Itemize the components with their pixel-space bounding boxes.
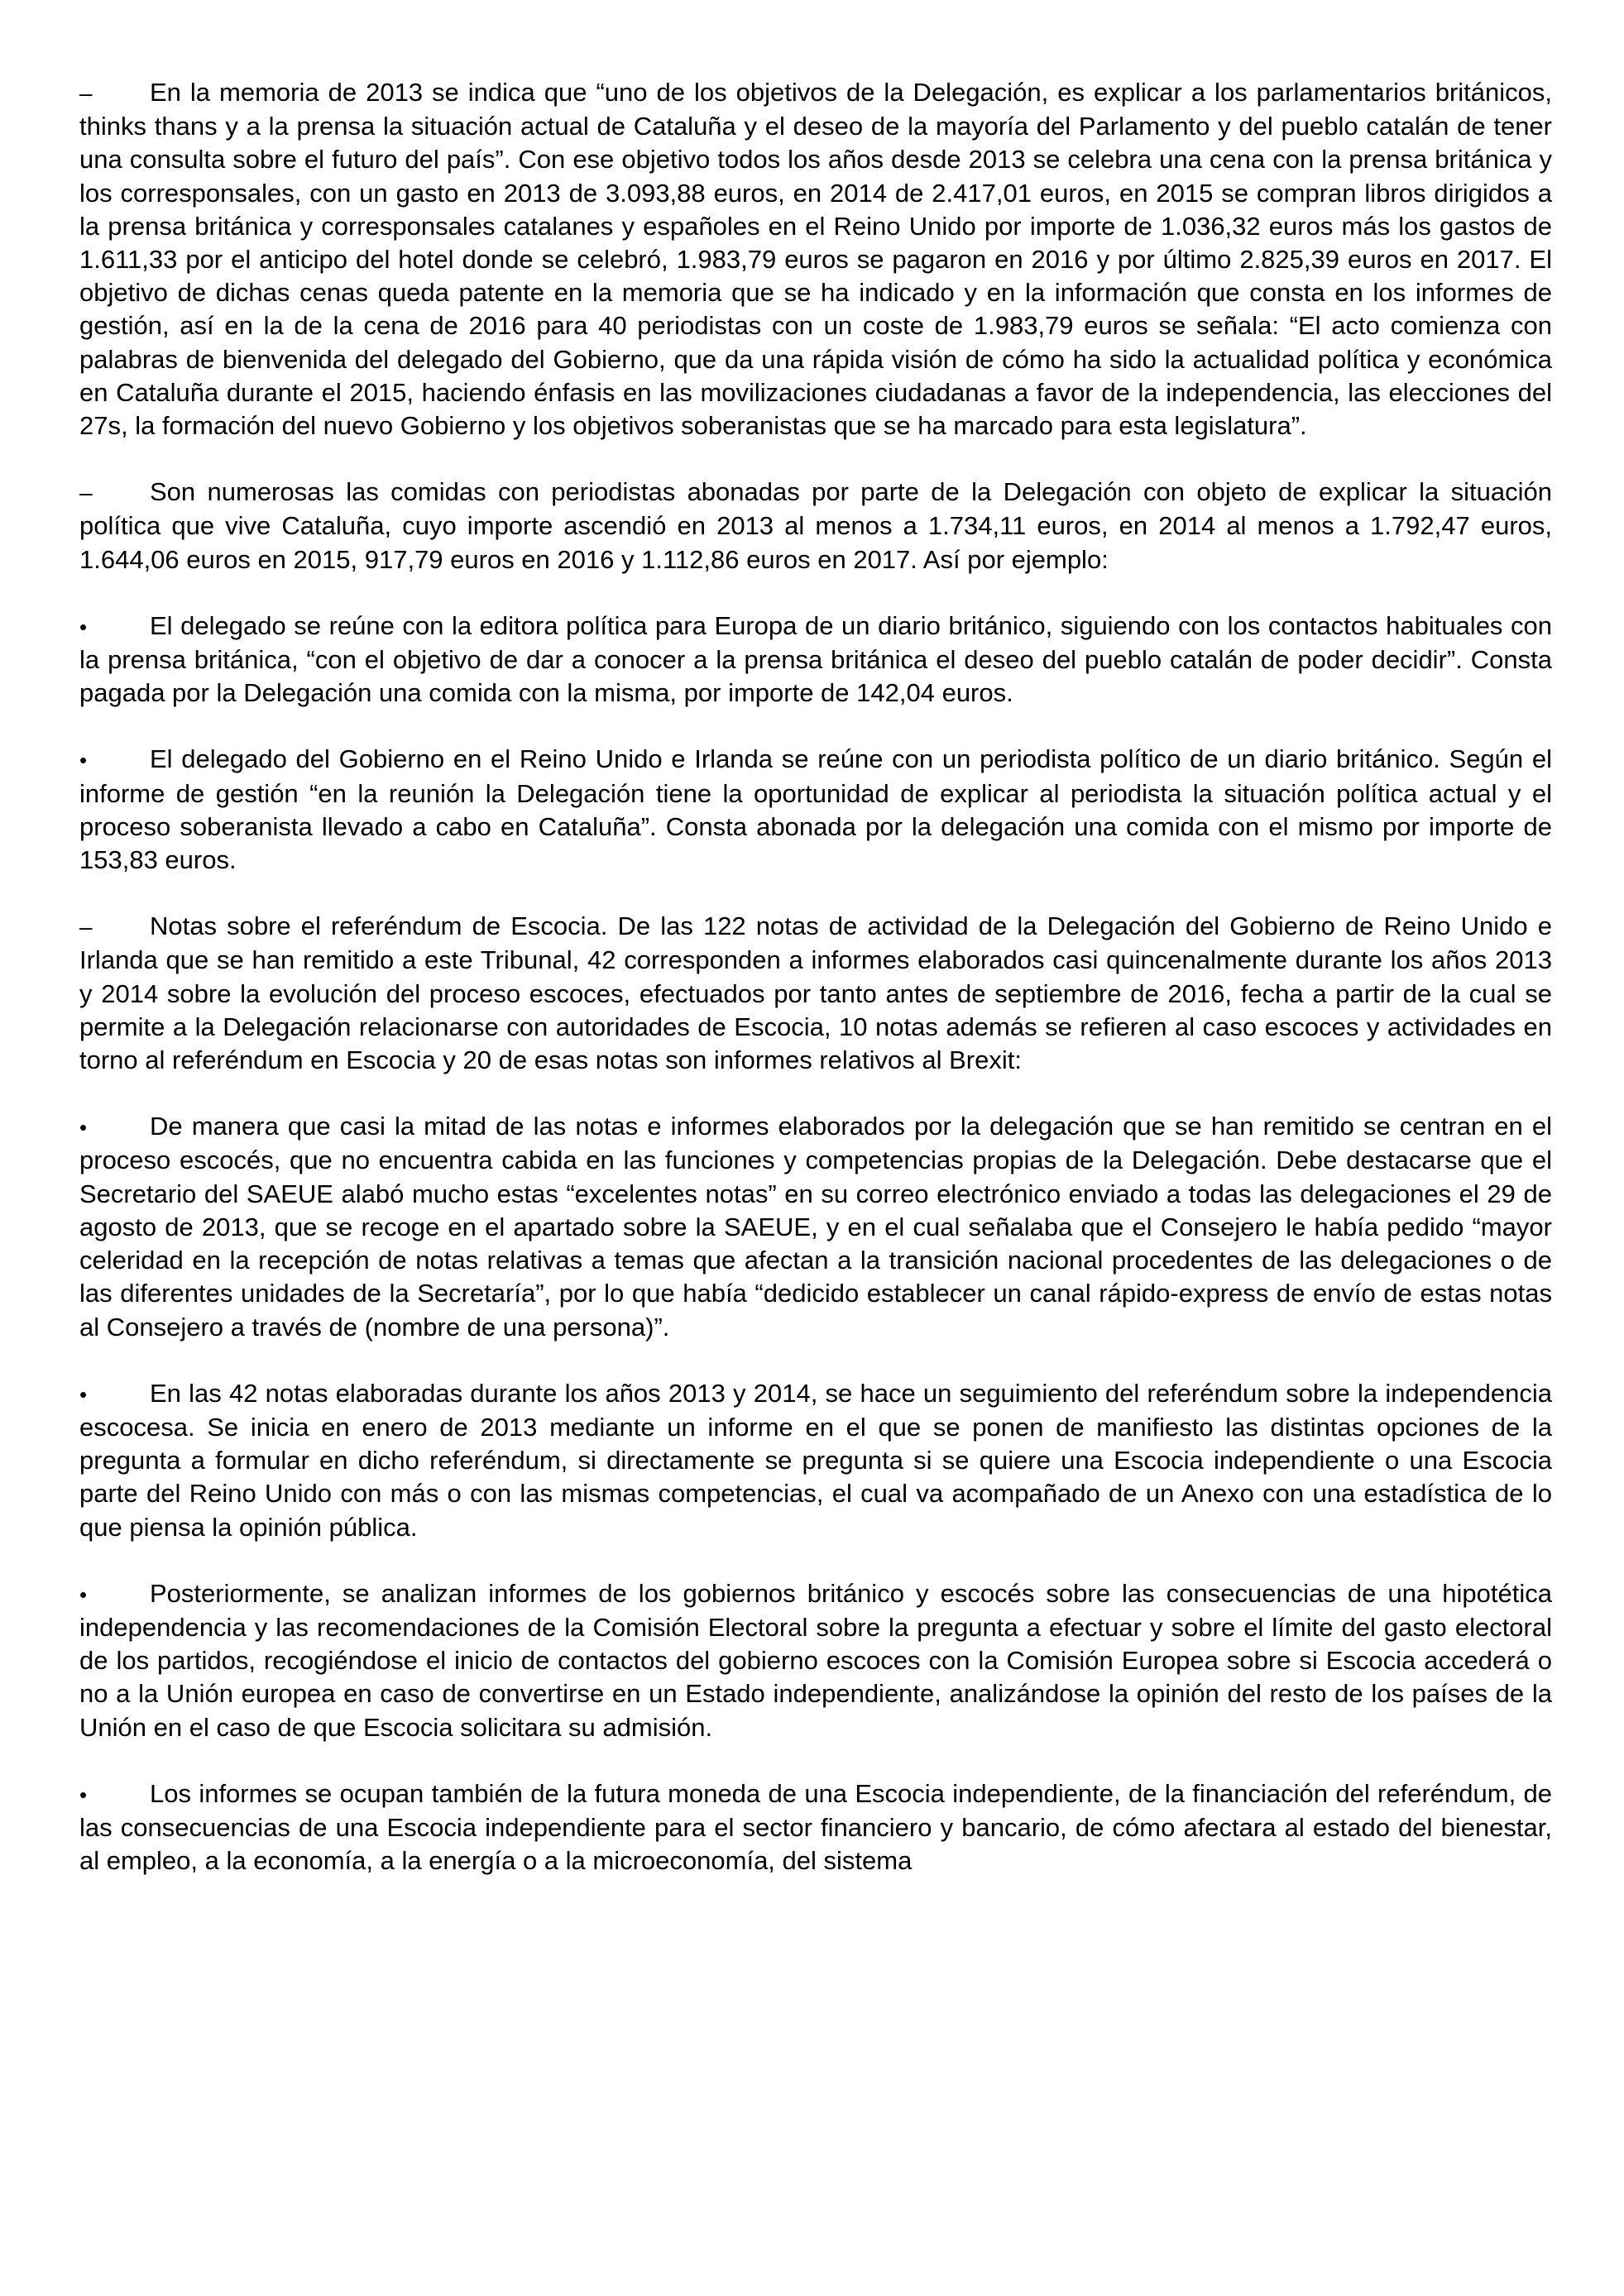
bullet-marker: • [79, 748, 88, 773]
dash-marker: – [79, 80, 93, 106]
paragraph-text: Los informes se ocupan también de la futura moneda de una Escocia independiente, de la financiación del referéndum, de las consecuencias de una Escocia independiente para el sector financiero y bancario, de cómo afectara al estado del bienestar, al empleo, a la economía, a la energía o a la microeconomía, del sistema [79, 1778, 1552, 1876]
paragraph-bullet [79, 610, 1552, 710]
paragraph-text: En la memoria de 2013 se indica que “uno de los objetivos de la Delegación, es explicar a los parlamentarios británicos, thinks thans y a la prensa la situación actual de Cataluña y el deseo de la mayoría del Parlamento y del pueblo catalán de tener una consulta sobre el futuro del país”. Con ese objetivo todos los años desde 2013 se celebra una cena con la prensa británica y los corresponsales, con un gasto en 2013 de 3.093,88 euros, en 2014 de 2.417,01 euros, en 2015 se compran libros dirigidos a la prensa británica y corresponsales catalanes y españoles en el Reino Unido por importe de 1.036,32 euros más los gastos de 1.611,33 por el anticipo del hotel donde se celebró, 1.983,79 euros se pagaron en 2016 y por último 2.825,39 euros en 2017. El objetivo de dichas cenas queda patente en la memoria que se ha indicado y en la información que consta en los informes de gestión, así en la de la cena de 2016 para 40 periodistas con un coste de 1.983,79 euros se señala: “El acto comienza con palabras de bienvenida del delegado del Gobierno, que da una rápida visión de cómo ha sido la actualidad política y económica en Cataluña durante el 2015, haciendo énfasis en las movilizaciones ciudadanas a favor de la independencia, las elecciones del 27s, la formación del nuevo Gobierno y los objetivos soberanistas que se ha marcado para esta legislatura”. [79, 78, 1552, 441]
dash-marker: – [79, 480, 93, 506]
paragraph-text: De manera que casi la mitad de las notas e informes elaborados por la delegación que se han remitido se centran en el proceso escocés, que no encuentra cabida en las funciones y competencias propias de la Delegación. Debe destacarse que el Secretario del SAEUE alabó mucho estas “excelentes notas” en su correo electrónico enviado a todas las delegaciones el 29 de agosto de 2013, que se recoge en el apartado sobre la SAEUE, y en el cual señalaba que el Consejero le había pedido “mayor celeridad en la recepción de notas relativas a temas que afectan a la transición nacional procedentes de las delegaciones o de las diferentes unidades de la Secretaría”, por lo que había “dedicido establecer un canal rápido-express de envío de estas notas al Consejero a través de (nombre de una persona)”. [79, 1112, 1552, 1342]
paragraph-text: El delegado se reúne con la editora política para Europa de un diario británico, siguiendo con los contactos habituales con la prensa británica, “con el objetivo de dar a conocer a la prensa británica el deseo del pueblo catalán de poder decidir”. Consta pagada por la Delegación una comida con la misma, por importe de 142,04 euros. [79, 610, 1552, 708]
bullet-marker: • [79, 1115, 88, 1141]
paragraph-text: El delegado del Gobierno en el Reino Unido e Irlanda se reúne con un periodista político de un diario británico. Según el informe de gestión “en la reunión la Delegación tiene la oportunidad de explicar al periodista la situación política actual y el proceso soberanista llevado a cabo en Cataluña”. Consta abonada por la delegación una comida con el mismo por importe de 153,83 euros. [79, 744, 1552, 875]
bullet-marker: • [79, 1581, 88, 1607]
document-page [79, 76, 1552, 1911]
paragraph-text: Posteriormente, se analizan informes de los gobiernos británico y escocés sobre las consecuencias de una hipotética independencia y las recomendaciones de la Comisión Electoral sobre la pregunta a efectuar y sobre el límite del gasto electoral de los partidos, recogiéndose el inicio de contactos del gobierno escoces con la Comisión Europea sobre si Escocia accederá o no a la Unión europea en caso de convertirse en un Estado independiente, analizándose la opinión del resto de los países de la Unión en el caso de que Escocia solicitara su admisión. [79, 1578, 1552, 1742]
paragraph-dash [79, 476, 1552, 576]
paragraph-bullet [79, 1777, 1552, 1878]
paragraph-bullet [79, 1110, 1552, 1343]
paragraph-dash [79, 76, 1552, 442]
bullet-marker: • [79, 614, 88, 639]
bullet-marker: • [79, 1782, 88, 1807]
paragraph-text: Son numerosas las comidas con periodistas abonadas por parte de la Delegación con objeto de explicar la situación política que vive Cataluña, cuyo importe ascendió en 2013 al menos a 1.734,11 euros, en 2014 al menos a 1.792,47 euros, 1.644,06 euros en 2015, 917,79 euros en 2016 y 1.112,86 euros en 2017. Así por ejemplo: [79, 477, 1552, 574]
paragraph-bullet [79, 743, 1552, 877]
paragraph-bullet [79, 1377, 1552, 1544]
paragraph-text: Notas sobre el referéndum de Escocia. De las 122 notas de actividad de la Delegación del Gobierno de Reino Unido e Irlanda que se han remitido a este Tribunal, 42 corresponden a informes elaborados casi quincenalmente durante los años 2013 y 2014 sobre la evolución del proceso escoces, efectuados por tanto antes de septiembre de 2016, fecha a partir de la cual se permite a la Delegación relacionarse con autoridades de Escocia, 10 notas además se refieren al caso escoces y actividades en torno al referéndum en Escocia y 20 de esas notas son informes relativos al Brexit: [79, 911, 1552, 1075]
dash-marker: – [79, 914, 93, 940]
bullet-marker: • [79, 1381, 88, 1407]
paragraph-text: En las 42 notas elaboradas durante los años 2013 y 2014, se hace un seguimiento del referéndum sobre la independencia escocesa. Se inicia en enero de 2013 mediante un informe en el que se ponen de manifiesto las distintas opciones de la pregunta a formular en dicho referéndum, si directamente se pregunta si se quiere una Escocia independiente o una Escocia parte del Reino Unido con más o con las mismas competencias, el cual va acompañado de un Anexo con una estadística de lo que piensa la opinión pública. [79, 1378, 1552, 1542]
paragraph-bullet [79, 1577, 1552, 1744]
paragraph-dash [79, 910, 1552, 1077]
